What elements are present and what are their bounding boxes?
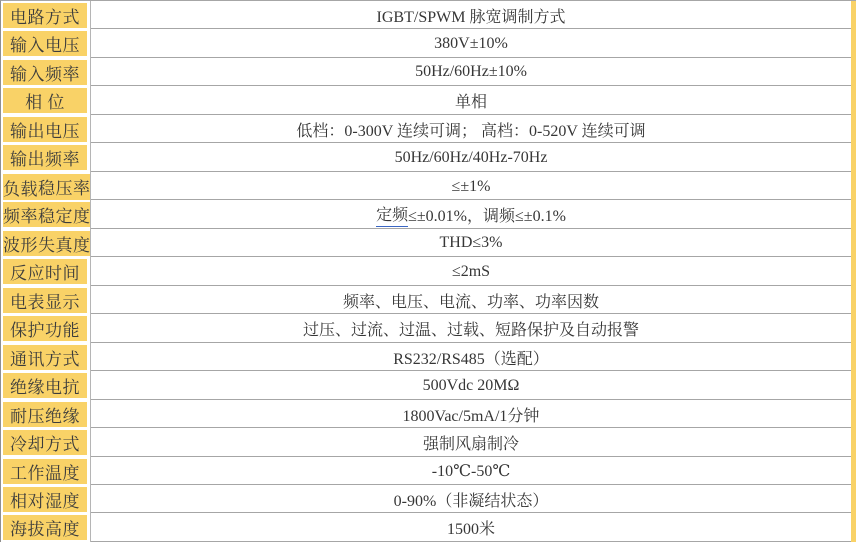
spec-row [1, 457, 856, 485]
spec-label-cell [1, 58, 90, 87]
text-segment: ≤±1% [451, 178, 491, 196]
text-segment: ≤2mS [451, 262, 491, 280]
text-segment: 单相 [454, 94, 487, 112]
text-segment: ≤±0.01%，调频≤±0.1% [408, 208, 566, 226]
spec-label [3, 459, 87, 484]
spec-label [3, 373, 87, 398]
spec-label [3, 117, 87, 142]
text-segment: 过压、过流、过温、过载、短路保护及自动报警 [302, 322, 639, 340]
text-segment: THD≤3% [439, 234, 503, 252]
spec-row [1, 485, 856, 513]
text-segment: 反应时间 [10, 264, 80, 284]
spec-label-cell [1, 428, 90, 457]
row-accent-strip [851, 115, 856, 144]
spec-label-cell [1, 172, 90, 203]
text-segment: 强制风扇制冷 [422, 436, 519, 454]
text-segment: 频率稳定度 [3, 207, 91, 227]
spec-value [90, 1, 851, 30]
row-accent-strip [851, 172, 856, 203]
text-segment: RS232/RS485（选配） [393, 350, 549, 368]
spec-label-cell [1, 229, 90, 258]
row-accent-strip [851, 29, 856, 58]
spec-label-cell [1, 485, 90, 514]
spec-label [3, 316, 87, 341]
spec-label [3, 174, 91, 201]
text-segment: 通讯方式 [10, 349, 80, 369]
spec-value [90, 200, 851, 229]
spec-value [90, 286, 851, 315]
spec-value [90, 428, 851, 457]
spec-label [3, 60, 87, 85]
underlined-text-segment: 定频 [376, 202, 408, 227]
spec-label [3, 3, 87, 28]
text-segment: 负载 [3, 179, 38, 199]
spec-label-cell [1, 257, 90, 286]
text-segment: 输入电压 [10, 36, 80, 56]
spec-value [90, 457, 851, 486]
spec-value [90, 400, 851, 429]
spec-value [90, 172, 851, 203]
text-segment: 电路方式 [10, 8, 80, 27]
spec-label-cell [1, 200, 90, 229]
spec-label-cell [1, 286, 90, 315]
spec-row [1, 29, 856, 57]
underlined-text-segment: 稳压率 [38, 174, 91, 201]
row-accent-strip [851, 314, 856, 343]
text-segment: 输出频率 [10, 150, 80, 170]
row-accent-strip [851, 485, 856, 514]
spec-value [90, 143, 851, 172]
row-accent-strip [851, 286, 856, 315]
spec-label-cell [1, 343, 90, 372]
spec-row [1, 229, 856, 257]
text-segment: 绝缘电抗 [10, 378, 80, 398]
row-accent-strip [851, 513, 856, 542]
text-segment: 相对湿度 [10, 491, 80, 511]
text-segment: 相 位 [25, 93, 65, 113]
row-accent-strip [851, 143, 856, 172]
spec-label [3, 515, 87, 540]
spec-row [1, 58, 856, 86]
spec-label-cell [1, 314, 90, 343]
row-accent-strip [851, 257, 856, 286]
spec-label-cell [1, 1, 90, 30]
text-segment: 海拔高度 [10, 520, 80, 540]
text-segment: IGBT/SPWM 脉宽调制方式 [376, 9, 566, 26]
spec-label-cell [1, 143, 90, 172]
row-accent-strip [851, 371, 856, 400]
spec-row [1, 428, 856, 456]
text-segment: 1500米 [446, 521, 495, 539]
spec-value [90, 343, 851, 372]
text-segment: 输入频率 [10, 64, 80, 84]
text-segment: 50Hz/60Hz/40Hz-70Hz [394, 148, 548, 166]
spec-row [1, 172, 856, 200]
spec-label [3, 288, 87, 313]
spec-value [90, 513, 851, 542]
spec-label [3, 88, 87, 113]
row-accent-strip [851, 343, 856, 372]
spec-label [3, 402, 87, 427]
text-segment: 1800Vac/5mA/1分钟 [402, 407, 540, 425]
spec-value [90, 86, 851, 115]
text-segment: 0-90%（非凝结状态） [393, 492, 549, 510]
spec-value [90, 229, 851, 258]
spec-row [1, 143, 856, 171]
text-segment: 380V±10% [434, 34, 508, 52]
spec-label [3, 202, 91, 227]
spec-label-cell [1, 513, 90, 542]
row-accent-strip [851, 58, 856, 87]
spec-value [90, 257, 851, 286]
spec-row [1, 200, 856, 228]
text-segment: 50Hz/60Hz±10% [415, 63, 527, 81]
row-accent-strip [851, 428, 856, 457]
row-accent-strip [851, 229, 856, 258]
spec-label-cell [1, 371, 90, 400]
spec-value [90, 29, 851, 58]
spec-label [3, 231, 91, 256]
spec-row [1, 513, 856, 541]
row-accent-strip [851, 86, 856, 115]
spec-value [90, 314, 851, 343]
spec-row [1, 257, 856, 285]
spec-label [3, 345, 87, 370]
spec-row [1, 343, 856, 371]
spec-label-cell [1, 86, 90, 115]
spec-row [1, 286, 856, 314]
spec-label [3, 259, 87, 284]
spec-label [3, 31, 87, 56]
text-segment: 低档：0-300V 连续可调； 高档：0-520V 连续可调 [296, 122, 646, 140]
spec-label [3, 487, 87, 512]
spec-value [90, 58, 851, 87]
row-accent-strip [851, 457, 856, 486]
text-segment: 耐压绝缘 [10, 406, 80, 426]
text-segment: 频率、电压、电流、功率、功率因数 [342, 293, 599, 311]
text-segment: 冷却方式 [10, 435, 80, 455]
spec-label [3, 145, 87, 170]
spec-label-cell [1, 400, 90, 429]
spec-value [90, 115, 851, 144]
spec-row [1, 115, 856, 143]
spec-row [1, 1, 856, 29]
spec-row [1, 371, 856, 399]
spec-value [90, 485, 851, 514]
spec-row [1, 314, 856, 342]
text-segment: -10℃-50℃ [431, 463, 511, 480]
text-segment: 500Vdc 20MΩ [422, 376, 520, 394]
spec-value [90, 371, 851, 400]
spec-label [3, 430, 87, 455]
spec-label-cell [1, 115, 90, 144]
row-accent-strip [851, 400, 856, 429]
text-segment: 波形失真度 [3, 235, 91, 255]
spec-row [1, 86, 856, 114]
spec-label-cell [1, 29, 90, 58]
text-segment: 保护功能 [10, 321, 80, 341]
spec-row [1, 400, 856, 428]
text-segment: 电表显示 [10, 292, 80, 312]
row-accent-strip [851, 200, 856, 229]
text-segment: 工作温度 [10, 463, 80, 483]
spec-label-cell [1, 457, 90, 486]
text-segment: 输出电压 [10, 121, 80, 141]
row-accent-strip [851, 1, 856, 30]
